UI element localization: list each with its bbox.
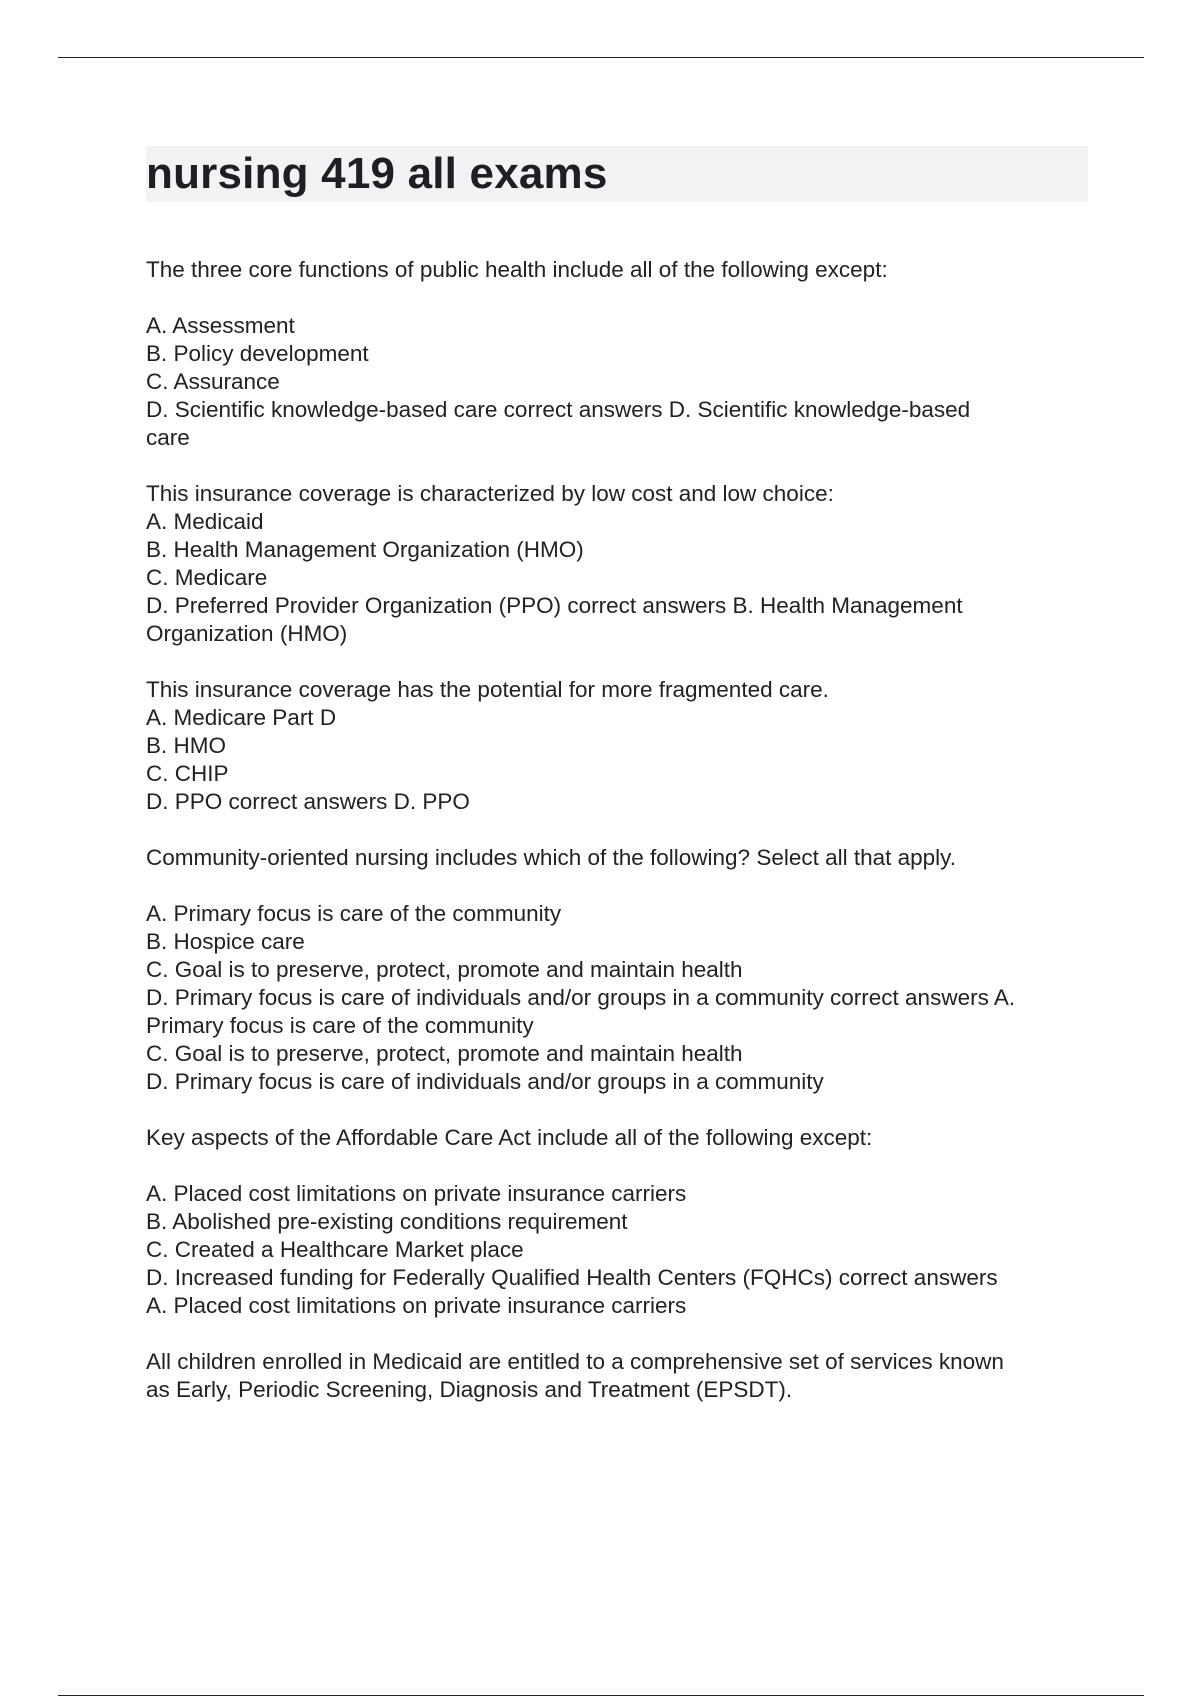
answer-line: C. Medicare: [146, 565, 268, 590]
answer-line: D. Primary focus is care of individuals and/or groups in a community correct answers A.: [146, 985, 1016, 1010]
answer-line: C. Goal is to preserve, protect, promote and maintain health: [146, 957, 743, 982]
answer-line: D. Increased funding for Federally Qualified Health Centers (FQHCs) correct answers: [146, 1265, 998, 1290]
question-stem: Community-oriented nursing includes which of the following? Select all that apply.: [146, 845, 957, 870]
question-stem: This insurance coverage has the potential for more fragmented care.: [146, 677, 829, 702]
question-block: [146, 1124, 1096, 1320]
bottom-rule: [58, 1695, 1144, 1696]
answer-line: B. Abolished pre-existing conditions requirement: [146, 1209, 628, 1234]
question-block: [146, 844, 1096, 1096]
answer-line: B. HMO: [146, 733, 227, 758]
answer-line: A. Placed cost limitations on private insurance carriers: [146, 1181, 687, 1206]
answer-line: D. Scientific knowledge-based care correct answers D. Scientific knowledge-based: [146, 397, 971, 422]
answer-line: A. Medicaid: [146, 509, 264, 534]
answer-line: D. PPO correct answers D. PPO: [146, 789, 470, 814]
spacer: [146, 1152, 1096, 1180]
answer-line: Primary focus is care of the community: [146, 1013, 534, 1038]
question-block: [146, 676, 1096, 816]
answer-line: A. Medicare Part D: [146, 705, 337, 730]
answer-line: C. Created a Healthcare Market place: [146, 1237, 524, 1262]
question-stem: as Early, Periodic Screening, Diagnosis and Treatment (EPSDT).: [146, 1377, 793, 1402]
answer-line: B. Health Management Organization (HMO): [146, 537, 584, 562]
spacer: [146, 284, 1096, 312]
answer-line: D. Preferred Provider Organization (PPO) correct answers B. Health Management: [146, 593, 963, 618]
answer-line: C. CHIP: [146, 761, 229, 786]
top-rule: [58, 57, 1144, 58]
answer-line: care: [146, 425, 190, 450]
answer-line: A. Placed cost limitations on private insurance carriers: [146, 1293, 687, 1318]
answer-line: Organization (HMO): [146, 621, 348, 646]
question-stem: Key aspects of the Affordable Care Act include all of the following except:: [146, 1125, 873, 1150]
document-body: [146, 256, 1096, 1432]
spacer: [146, 872, 1096, 900]
question-stem: This insurance coverage is characterized by low cost and low choice:: [146, 481, 834, 506]
question-block: [146, 256, 1096, 452]
answer-line: A. Assessment: [146, 313, 295, 338]
answer-line: B. Policy development: [146, 341, 369, 366]
answer-line: A. Primary focus is care of the community: [146, 901, 562, 926]
question-stem: All children enrolled in Medicaid are entitled to a comprehensive set of services known: [146, 1349, 1004, 1374]
answer-line: C. Goal is to preserve, protect, promote and maintain health: [146, 1041, 743, 1066]
question-stem: The three core functions of public health include all of the following except:: [146, 257, 888, 282]
answer-line: C. Assurance: [146, 369, 280, 394]
question-block: [146, 480, 1096, 648]
question-block: [146, 1348, 1096, 1404]
answer-line: B. Hospice care: [146, 929, 305, 954]
page-title: nursing 419 all exams: [146, 149, 608, 198]
answer-line: D. Primary focus is care of individuals and/or groups in a community: [146, 1069, 824, 1094]
